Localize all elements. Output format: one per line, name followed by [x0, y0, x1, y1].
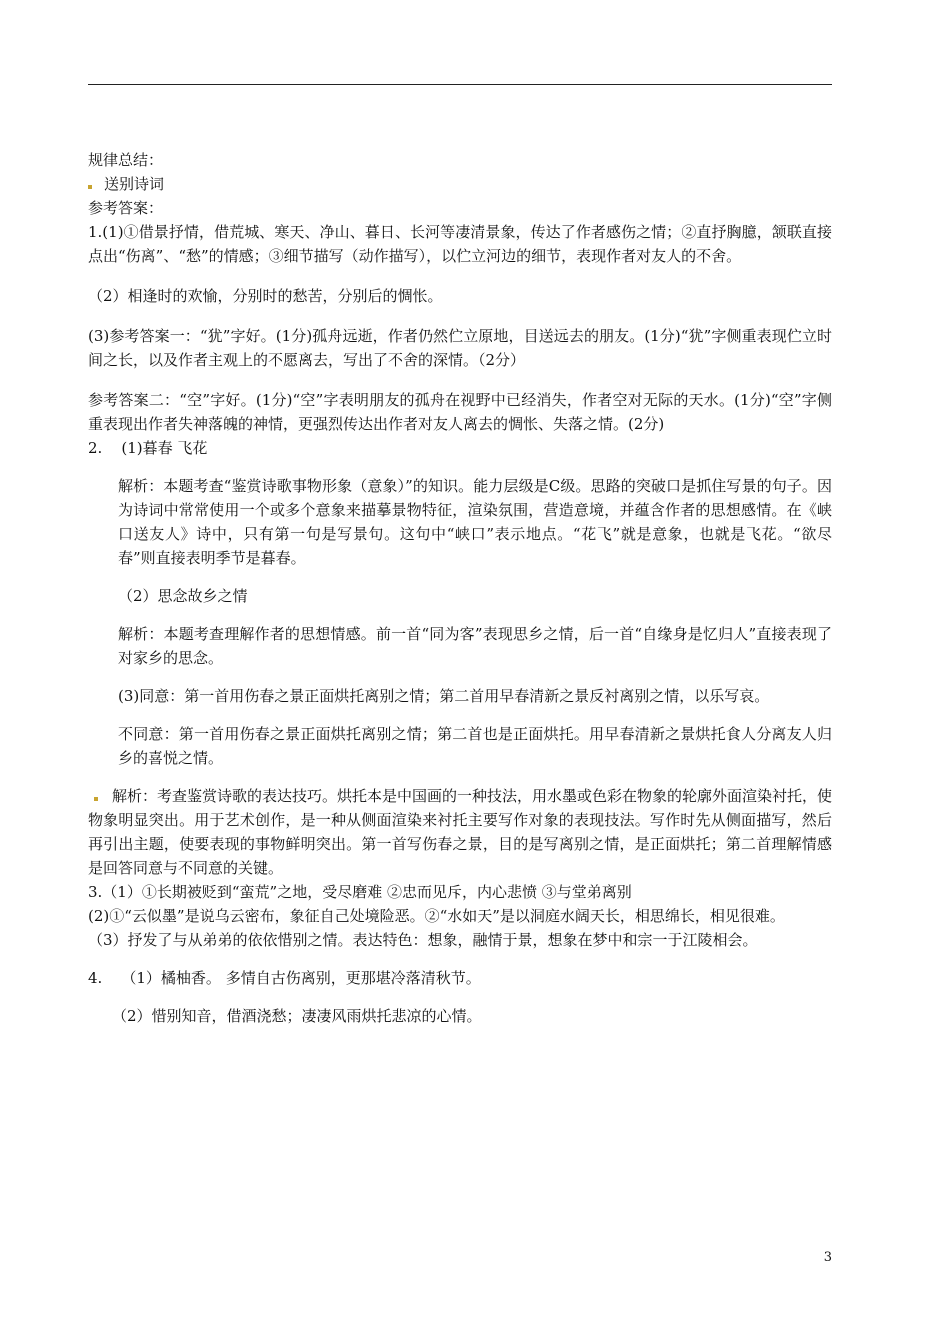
- page-number: 3: [823, 1250, 832, 1265]
- document-body: [88, 148, 832, 1028]
- q4-answer-2: （2）惜别知音，借酒浇愁；凄凄风雨烘托悲凉的心情。: [112, 1007, 482, 1025]
- q3-answer-2: (2)①“云似墨”是说乌云密布，象征自己处境险恶。②“水如天”是以洞庭水阔天长，相思绵长，相见很难。: [88, 907, 785, 925]
- q2-answer-3: (3)同意：第一首用伤春之景正面烘托离别之情；第二首用早春清新之景反衬离别之情，以乐写哀。: [118, 687, 770, 705]
- header-rule: [88, 84, 832, 85]
- bullet-marker: [88, 185, 92, 189]
- topic-text: 送别诗词: [104, 175, 165, 193]
- answers-label: 参考答案：: [88, 199, 164, 217]
- q2-analysis-1: 解析：本题考查“鉴赏诗歌事物形象（意象）”的知识。能力层级是C级。思路的突破口是抓住写景的句子。因为诗词中常常使用一个或多个意象来描摹景物特征，渲染氛围，营造意境，并蕴含作者的思想感情。在《峡口送友人》诗中，只有第一句是写景句。这句中“峡口”表示地点。“花飞”就是意象，也就是飞花。“欲尽春”则直接表明季节是暮春。: [118, 477, 832, 567]
- q4-answer-1: 4. （1）橘柚香。 多情自古伤离别，更那堪冷落清秋节。: [88, 969, 481, 987]
- bullet-marker: [94, 797, 98, 801]
- q2-answer-2: （2）思念故乡之情: [118, 587, 248, 605]
- q2-analysis-2: 解析：本题考查理解作者的思想情感。前一首“同为客”表现思乡之情，后一首“自缘身是忆归人”直接表现了对家乡的思念。: [118, 625, 832, 667]
- q1-answer-2: （2）相逢时的欢愉，分别时的愁苦，分别后的惆怅。: [88, 287, 443, 305]
- q2-answer-1: 2. (1)暮春 飞花: [88, 439, 208, 457]
- q3-answer-1: 3.（1）①长期被贬到“蛮荒”之地，受尽磨难 ②忠而见斥，内心悲愤 ③与堂弟离别: [88, 883, 632, 901]
- topic-line: [88, 172, 832, 196]
- q2-answer-3-alt: 不同意：第一首用伤春之景正面烘托离别之情；第二首也是正面烘托。用早春清新之景烘托食人分离友人归乡的喜悦之情。: [118, 725, 832, 767]
- q1-answer-3-alt: 参考答案二：“空”字好。(1分)“空”字表明朋友的孤舟在视野中已经消失，作者空对无际的天水。(1分)“空”字侧重表现出作者失神落魄的神情，更强烈传达出作者对友人离去的惆怅、失落之情。(2分): [88, 391, 832, 433]
- q2-analysis-3: 解析：考查鉴赏诗歌的表达技巧。烘托本是中国画的一种技法，用水墨或色彩在物象的轮廓外面渲染衬托，使物象明显突出。用于艺术创作，是一种从侧面渲染来衬托主要写作对象的表现技法。写作时先从侧面描写，然后再引出主题，使要表现的事物鲜明突出。第一首写伤春之景，目的是写离别之情，是正面烘托；第二首理解情感是回答同意与不同意的关键。: [88, 787, 833, 877]
- q1-answer-3: (3)参考答案一：“犹”字好。(1分)孤舟远逝，作者仍然伫立原地，目送远去的朋友。(1分)“犹”字侧重表现伫立时间之长，以及作者主观上的不愿离去，写出了不舍的深情。（2分）: [88, 327, 832, 369]
- q3-answer-3: （3）抒发了与从弟弟的依依惜别之情。表达特色：想象，融情于景，想象在梦中和宗一于江陵相会。: [88, 931, 758, 949]
- q1-answer-1: 1.(1)①借景抒情，借荒城、寒天、净山、暮日、长河等凄清景象，传达了作者感伤之情；②直抒胸臆，颔联直接点出“伤离”、“愁”的情感；③细节描写（动作描写），以伫立河边的细节，表现作者对友人的不舍。: [88, 223, 832, 265]
- summary-label: 规律总结：: [88, 151, 164, 169]
- q2-analysis-3-block: [88, 784, 832, 880]
